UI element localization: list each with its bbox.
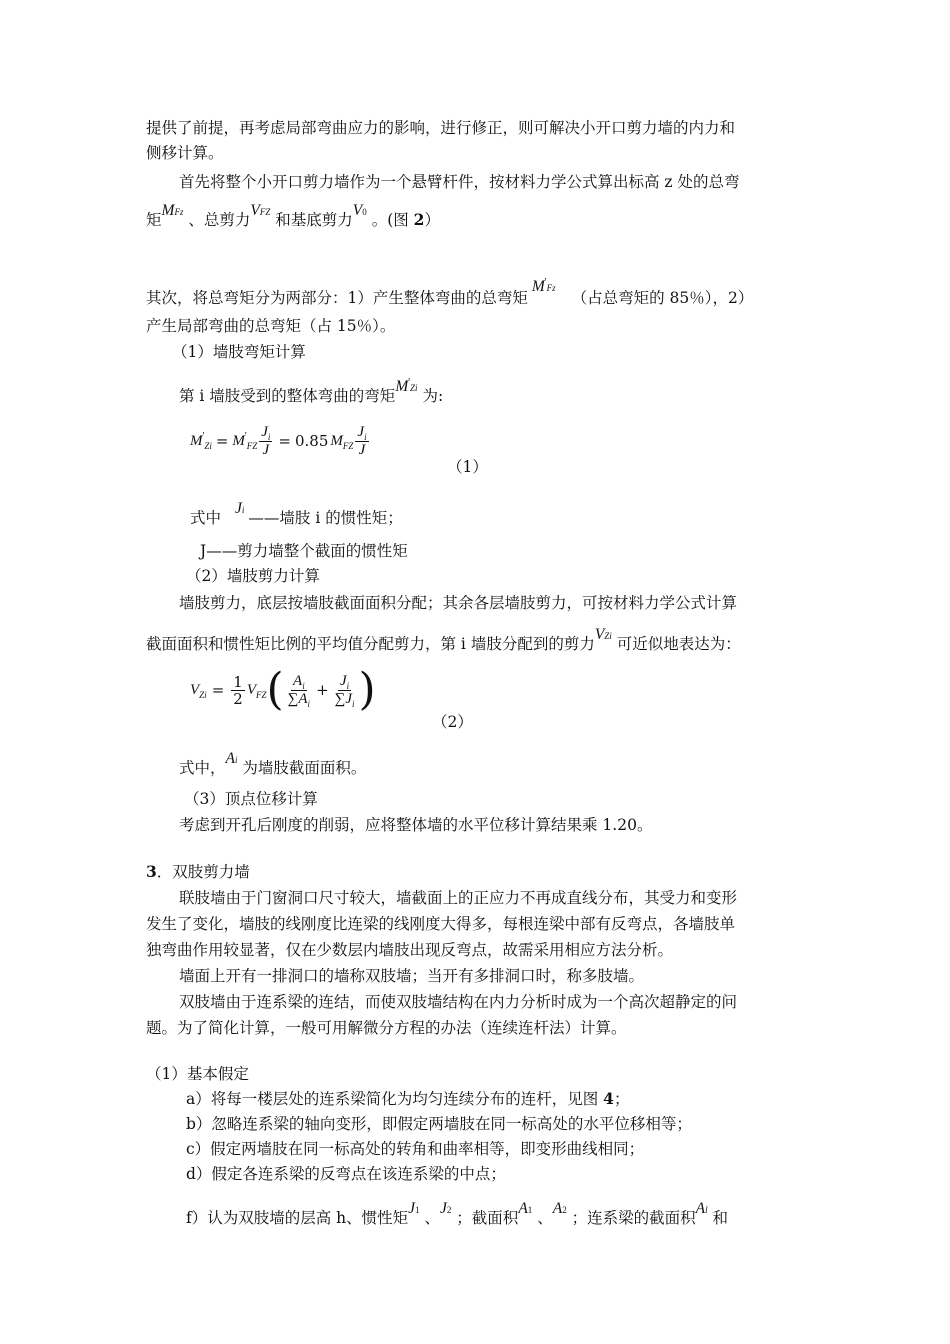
paragraph-line: 双肢墙由于连系梁的连结，而使双肢墙结构在内力分析时成为一个高次超静定的问 — [179, 993, 738, 1011]
section-title: （2）墙肢剪力计算 — [186, 567, 320, 585]
equation-number: （2） — [432, 713, 473, 731]
paragraph-line: 墙面上开有一排洞口的墙称双肢墙；当开有多排洞口时，称多肢墙。 — [179, 967, 645, 985]
list-item: c）假定两墙肢在同一标高处的转角和曲率相等，即变形曲线相同； — [186, 1140, 645, 1158]
list-item: a）将每一楼层处的连系梁简化为均匀连续分布的连杆，见图 4； — [186, 1089, 630, 1108]
math-J1: J1 — [408, 1200, 420, 1217]
math-J-i: Ji — [235, 500, 245, 517]
math-A-l: Al — [695, 1200, 708, 1217]
math-A-i: Ai — [225, 750, 238, 767]
math-M-prime-Fz: M'Fz — [531, 277, 556, 295]
equation-2: $V_{Zi}$ = $\frac{1}{2}$ $V_{FZ}$ ( $\frac{A_i}{\sum A_i}$ + $\frac{J_i}{\sum J_i}$ ) — [190, 664, 376, 715]
paragraph-line: 矩MFz 、总剪力VFZ 和基底剪力V0 。(图 2） — [146, 202, 440, 229]
equation-1: $M'_{Zi}$ = $M'_{FZ}$ $\frac{J_i}{J}$ = 0.85 $M_{FZ}$ $\frac{J_i}{J}$ — [190, 424, 367, 458]
math-A1: A1 — [518, 1200, 533, 1217]
section-title: （1）墙肢弯矩计算 — [172, 343, 306, 361]
definition-line: J——剪力墙整个截面的惯性矩 — [200, 542, 408, 560]
equation-number: （1） — [447, 458, 488, 476]
paragraph-line: 提供了前提，再考虑局部弯曲应力的影响，进行修正，则可解决小开口剪力墙的内力和 — [146, 119, 736, 137]
paragraph-line: 截面面积和惯性矩比例的平均值分配剪力，第 i 墙肢分配到的剪力VZi 可近似地表达为： — [146, 626, 741, 653]
list-item: b）忽略连系梁的轴向变形，即假定两墙肢在同一标高处的水平位移相等； — [186, 1115, 692, 1133]
math-M-Fz: MFz — [161, 202, 184, 219]
paragraph-line: 独弯曲作用较显著，仅在少数层内墙肢出现反弯点，故需采用相应方法分析。 — [146, 941, 674, 959]
math-V0: V0 — [352, 202, 367, 219]
math-J2: J2 — [439, 1200, 452, 1217]
paragraph-line: 墙肢剪力，底层按墙肢截面面积分配；其余各层墙肢剪力，可按材料力学公式计算 — [179, 594, 738, 612]
paragraph-line: 第 i 墙肢受到的整体弯曲的弯矩M'Zi 为: — [179, 377, 444, 405]
math-M-prime-Zi: M'Zi — [395, 377, 418, 395]
math-V-Fz: VFZ — [250, 202, 271, 219]
math-A2: A2 — [552, 1200, 567, 1217]
math-V-Zi: VZi — [594, 626, 612, 643]
paragraph-line: 首先将整个小开口剪力墙作为一个悬臂杆件，按材料力学公式算出标高 z 处的总弯 — [179, 173, 740, 191]
paragraph-line: 考虑到开孔后刚度的削弱，应将整体墙的水平位移计算结果乘 1.20。 — [179, 816, 653, 834]
section-title: （3）顶点位移计算 — [184, 790, 318, 808]
paragraph-line: 发生了变化，墙肢的线刚度比连梁的线刚度大得多，每根连梁中部有反弯点，各墙肢单 — [146, 915, 736, 933]
paragraph-line: 产生局部弯曲的总弯矩（占 15％）。 — [146, 317, 396, 335]
paragraph-line: 侧移计算。 — [146, 144, 224, 162]
definition-line: 式中Ji ——墙肢 i 的惯性矩； — [190, 500, 403, 527]
section-title: （1）基本假定 — [146, 1065, 249, 1083]
list-item: f）认为双肢墙的层高 h、惯性矩J1 、J2 ；截面积A1 、A2 ；连系梁的截面积Al 和 — [186, 1200, 729, 1227]
paragraph-line: 题。为了简化计算，一般可用解微分方程的办法（连续连杆法）计算。 — [146, 1019, 627, 1037]
list-item: d）假定各连系梁的反弯点在该连系梁的中点； — [186, 1165, 506, 1183]
section-heading: 3．双肢剪力墙 — [146, 862, 250, 881]
paragraph-line: 联肢墙由于门窗洞口尺寸较大，墙截面上的正应力不再成直线分布，其受力和变形 — [179, 889, 738, 907]
definition-line: 式中，Ai 为墙肢截面面积。 — [179, 750, 367, 777]
paragraph-line: 其次，将总弯矩分为两部分：1）产生整体弯曲的总弯矩M'Fz（占总弯矩的 85％），2） — [146, 277, 754, 307]
